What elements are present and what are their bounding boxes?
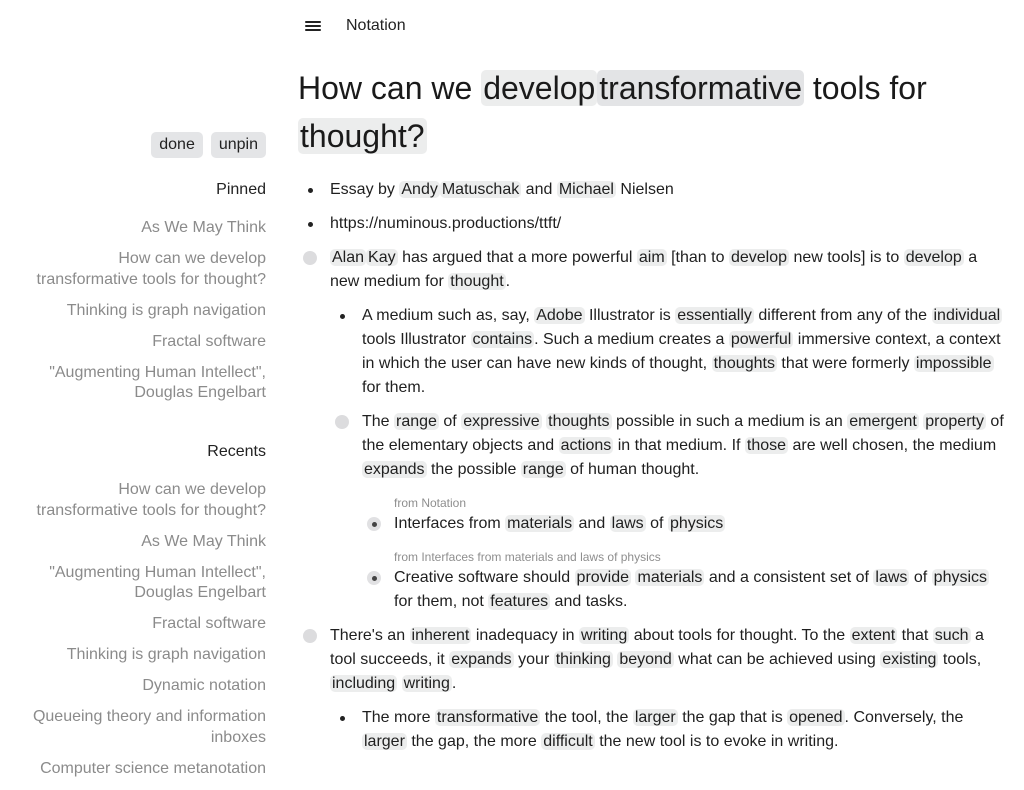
link[interactable]: including [332, 675, 396, 692]
link[interactable]: thought [450, 273, 504, 290]
text: the gap that is [682, 709, 783, 726]
collapse-bullet-icon[interactable] [303, 251, 317, 265]
text: for them. [362, 379, 426, 396]
text: and a consistent set of [708, 569, 869, 586]
link[interactable]: expressive [463, 413, 540, 430]
link[interactable]: thoughts [713, 355, 775, 372]
recent-item[interactable]: Queueing theory and information inboxes [32, 708, 266, 746]
text: of the elementary objects and [362, 413, 1004, 454]
link[interactable]: those [746, 437, 787, 454]
text: new tools] is to [793, 249, 900, 266]
recents-list [0, 480, 266, 790]
title-link[interactable]: develop [483, 70, 596, 106]
item-text [362, 304, 1010, 400]
text: tools Illustrator [362, 331, 467, 348]
link[interactable]: beyond [619, 651, 672, 668]
list-item [298, 304, 1010, 400]
from-label[interactable]: from Interfaces from materials and laws of physics [394, 550, 661, 564]
text: and [525, 181, 553, 198]
link[interactable]: range [396, 413, 437, 430]
item-text [330, 624, 1010, 696]
embedded-bullet-icon[interactable] [367, 517, 381, 531]
text: of [443, 413, 457, 430]
list-item [298, 706, 1010, 754]
text: of human thought. [570, 461, 700, 478]
link[interactable]: physics [933, 569, 988, 586]
link[interactable]: such [934, 627, 969, 644]
transclusion-item [298, 550, 1010, 614]
link[interactable]: existing [882, 651, 937, 668]
list-item [298, 212, 1010, 236]
title-link[interactable]: thought? [300, 118, 425, 154]
pinned-item[interactable]: Fractal software [152, 332, 266, 350]
item-text [394, 512, 1010, 536]
link[interactable]: individual [933, 307, 1001, 324]
link[interactable]: Kay [368, 249, 396, 266]
text: the possible [430, 461, 517, 478]
link[interactable]: develop [905, 249, 962, 266]
page-title [298, 64, 1010, 160]
bullet-icon [308, 188, 313, 193]
text: Essay by [330, 181, 395, 198]
list-item [298, 178, 1010, 202]
bullet-icon [340, 716, 345, 721]
text: tools, [942, 651, 982, 668]
text: that [901, 627, 929, 644]
pinned-item[interactable]: Thinking is graph navigation [66, 301, 266, 319]
url-link[interactable]: https://numinous.productions/ttft/ [330, 215, 562, 232]
app-title: Notation [346, 17, 406, 34]
text: . Conversely, the [844, 709, 964, 726]
pinned-heading: Pinned [216, 181, 266, 198]
unpin-button[interactable]: unpin [211, 132, 266, 158]
link[interactable]: writing [403, 675, 450, 692]
transclusion-item [298, 496, 1010, 536]
link[interactable]: essentially [677, 307, 752, 324]
text: A medium such as, say, [362, 307, 530, 324]
link[interactable]: physics [669, 515, 724, 532]
pinned-item[interactable]: As We May Think [141, 219, 266, 236]
text: the new tool is to evoke in writing. [599, 733, 839, 750]
link[interactable]: materials [637, 569, 703, 586]
text: Creative software should [394, 569, 571, 586]
text: different from any of the [758, 307, 928, 324]
recent-item[interactable]: As We May Think [141, 532, 266, 550]
bullet-icon [308, 222, 313, 227]
link[interactable]: opened [789, 709, 843, 726]
text: in that medium. If [617, 437, 741, 454]
recent-item[interactable]: How can we develop transformative tools for thought? [36, 481, 266, 519]
sidebar [0, 0, 266, 777]
text: and tasks. [554, 593, 628, 610]
text: possible in such a medium is an [615, 413, 843, 430]
bullet-icon [340, 314, 345, 319]
recent-item[interactable]: "Augmenting Human Intellect", Douglas Engelbart [49, 563, 266, 601]
pinned-item[interactable]: How can we develop transformative tools for thought? [36, 250, 266, 288]
text: Interfaces from [394, 515, 501, 532]
link[interactable]: impossible [915, 355, 992, 372]
text: about tools for thought. To the [633, 627, 846, 644]
item-text [394, 566, 1010, 614]
link[interactable]: larger [634, 709, 676, 726]
pinned-item[interactable]: "Augmenting Human Intellect", Douglas Engelbart [49, 363, 266, 401]
link[interactable]: expands [364, 461, 425, 478]
pinned-list [0, 218, 266, 414]
link[interactable]: provide [576, 569, 630, 586]
item-text [330, 246, 1010, 294]
text: of [650, 515, 664, 532]
link[interactable]: actions [560, 437, 612, 454]
text: that were formerly [781, 355, 910, 372]
link[interactable]: expands [451, 651, 512, 668]
list-item [298, 410, 1010, 482]
item-text [362, 410, 1010, 482]
recent-item[interactable]: Computer science metanotation [40, 759, 266, 777]
link[interactable]: emergent [849, 413, 917, 430]
link[interactable]: property [925, 413, 984, 430]
link[interactable]: Alan [332, 249, 365, 266]
link[interactable]: aim [638, 249, 665, 266]
text: and [578, 515, 606, 532]
text: The [362, 413, 390, 430]
link[interactable]: thoughts [548, 413, 610, 430]
text: the tool, the [544, 709, 629, 726]
title-text: How can we [298, 70, 473, 106]
text: [than to [671, 249, 725, 266]
link[interactable]: inherent [411, 627, 470, 644]
text: There's an [330, 627, 406, 644]
link[interactable]: difficult [543, 733, 593, 750]
link[interactable]: range [522, 461, 564, 478]
text: a tool succeeds, it [330, 627, 984, 668]
text: . [451, 675, 457, 692]
embedded-bullet-icon[interactable] [367, 571, 381, 585]
text: The more [362, 709, 431, 726]
link[interactable]: Michael [558, 181, 614, 198]
recent-item[interactable]: Dynamic notation [142, 677, 266, 694]
text: are well chosen, the medium [792, 437, 997, 454]
list-item [298, 624, 1010, 696]
text: a new medium for [330, 249, 978, 290]
recent-item[interactable]: Fractal software [152, 615, 266, 632]
text: of [913, 569, 928, 586]
text: inadequacy in [475, 627, 575, 644]
text: the gap, the more [411, 733, 537, 750]
hamburger-menu-icon[interactable] [305, 19, 321, 35]
link[interactable]: contains [472, 331, 533, 348]
text: . Such a medium creates a [534, 331, 725, 348]
outline [298, 178, 1010, 764]
title-text: tools for [812, 70, 927, 106]
link[interactable]: develop [730, 249, 787, 266]
done-button[interactable]: done [151, 132, 203, 158]
link[interactable]: powerful [730, 331, 792, 348]
note-actions [151, 132, 266, 158]
link[interactable]: larger [364, 733, 405, 750]
link[interactable]: Adobe [536, 307, 583, 324]
recent-item[interactable]: Thinking is graph navigation [66, 646, 266, 663]
link[interactable]: materials [507, 515, 573, 532]
from-label[interactable]: from Notation [394, 496, 467, 510]
link[interactable]: Matuschak [441, 181, 520, 198]
link[interactable]: features [490, 593, 549, 610]
text: . [505, 273, 511, 290]
title-link[interactable]: transformative [599, 70, 803, 106]
text: Illustrator is [588, 307, 671, 324]
link[interactable]: extent [851, 627, 896, 644]
collapse-bullet-icon[interactable] [303, 629, 317, 643]
text: for them, not [394, 593, 484, 610]
list-item [298, 246, 1010, 294]
text: has argued that a more powerful [402, 249, 633, 266]
text: Nielsen [620, 181, 674, 198]
link[interactable]: laws [611, 515, 644, 532]
item-text [362, 706, 1010, 754]
link[interactable]: Andy [401, 181, 438, 198]
text: what can be achieved using [678, 651, 876, 668]
recents-heading: Recents [207, 443, 266, 460]
item-text [330, 178, 1010, 202]
link[interactable]: thinking [555, 651, 611, 668]
collapse-bullet-icon[interactable] [335, 415, 349, 429]
text: immersive context, a context in which the user can have new kinds of thought, [362, 331, 1001, 372]
link[interactable]: laws [875, 569, 908, 586]
link[interactable]: writing [581, 627, 628, 644]
text: your [518, 651, 550, 668]
link[interactable]: transformative [436, 709, 539, 726]
